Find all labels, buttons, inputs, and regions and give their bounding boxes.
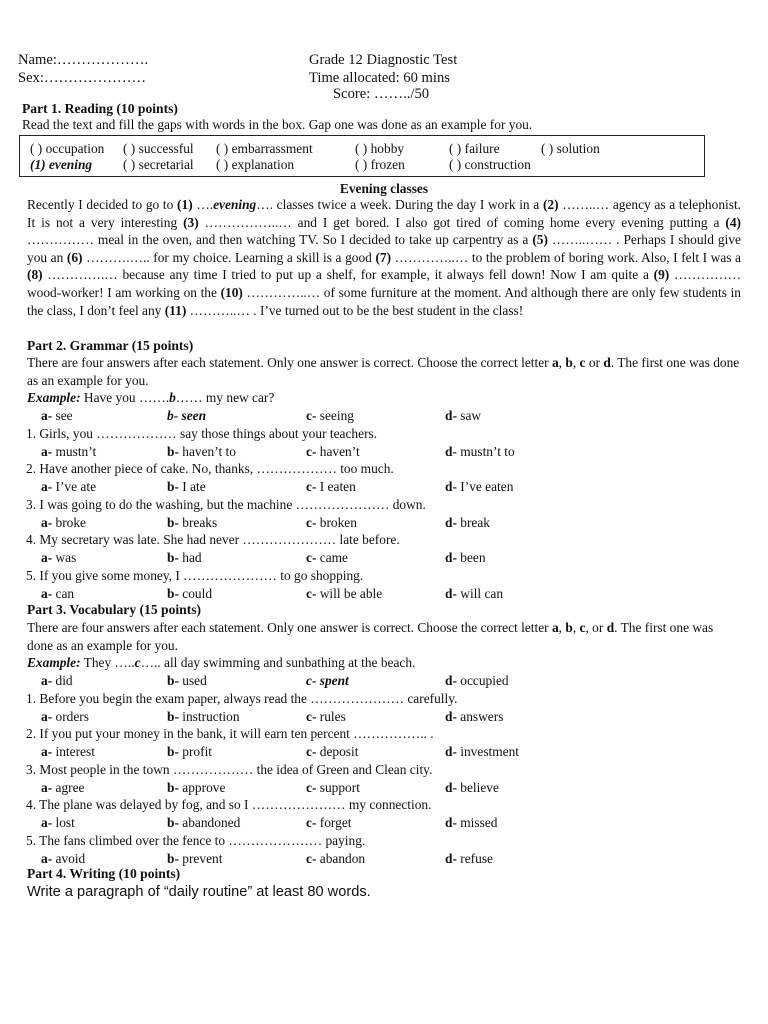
part2-example-option-0-b[interactable]: b- seen xyxy=(167,408,207,423)
word-embarrassment: ( ) embarrassment xyxy=(216,141,313,156)
part3-question-1: 1. Before you begin the exam paper, always read the ………………… carefully. xyxy=(26,691,458,706)
test-title: Grade 12 Diagnostic Test xyxy=(309,52,458,68)
part3-question-4: 4. The plane was delayed by fog, and so I ………………… my connection. xyxy=(26,797,432,813)
passage-title: Evening classes xyxy=(339,181,429,196)
part2-option-3-d[interactable]: d- break xyxy=(445,514,491,530)
part2-question-4: 4. My secretary was late. She had never ………………… late before. xyxy=(26,532,400,548)
part3-option-2-a[interactable]: a- interest xyxy=(41,744,95,760)
part2-option-4-c[interactable]: c- came xyxy=(306,550,348,566)
score-field: Score: ……../50 xyxy=(333,86,430,102)
time-allocated: Time allocated: 60 mins xyxy=(309,70,450,86)
part2-option-5-b[interactable]: b- could xyxy=(167,585,213,601)
part3-example-option-0-c[interactable]: c- spent xyxy=(306,673,349,688)
part3-option-1-b[interactable]: b- instruction xyxy=(167,709,240,724)
word-successful: ( ) successful xyxy=(123,141,194,156)
part3-option-3-a[interactable]: a- agree xyxy=(41,779,85,795)
word-evening-example: (1) evening xyxy=(30,157,93,172)
part3-option-3-c[interactable]: c- support xyxy=(306,779,360,795)
part3-option-4-c[interactable]: c- forget xyxy=(306,815,352,831)
word-explanation: ( ) explanation xyxy=(216,157,295,172)
reading-passage: Recently I decided to go to (1) ….evening…. classes twice a week. During the day I work in a (2) ……..… agency as a telephonist. It is not a very interesting (3) ……………..… and I get bored. I also got tired of coming home every evening putting a (4) …………… meal in the oven, and then watching TV. So I decided to take up carpentry as a (5) ……..…… . Perhaps I should give you an (6) ……….….. for my choice. Learning a skill is a good (7) …………..… to the problem of boring work. Also, I felt I was a (8) ………….… because any time I tried to put up a shelf, for example, it always fell down! Now I am quite a (9) …………… wood-worker! I am working on the (10) …………..… of some furniture at the moment. And although there are only few students in the class, I don’t feel any (11) ………..… . I’ve turned out to be the best student in the class! xyxy=(27,197,742,318)
part2-option-2-a[interactable]: a- I’ve ate xyxy=(41,479,97,495)
part3-question-3: 3. Most people in the town ……………… the idea of Green and Clean city. xyxy=(26,761,433,777)
word-hobby: ( ) hobby xyxy=(355,141,405,156)
part2-option-3-c[interactable]: c- broken xyxy=(306,514,357,530)
word-occupation: ( ) occupation xyxy=(30,141,105,156)
name-field: Name:………………. xyxy=(18,52,149,68)
word-construction: ( ) construction xyxy=(449,157,531,172)
part2-question-2: 2. Have another piece of cake. No, thanks, ……………… too much. xyxy=(26,461,394,477)
part3-option-1-a[interactable]: a- orders xyxy=(41,709,89,724)
part4-title: Part 4. Writing (10 points) xyxy=(27,866,181,881)
part3-example: Example: They …..c….. all day swimming and sunbathing at the beach. xyxy=(27,655,416,670)
part3-example-option-0-b[interactable]: b- used xyxy=(167,673,207,688)
part1-title: Part 1. Reading (10 points) xyxy=(22,101,178,116)
word-failure: ( ) failure xyxy=(449,141,500,156)
part3-option-1-c[interactable]: c- rules xyxy=(306,709,346,724)
part3-option-5-b[interactable]: b- prevent xyxy=(167,850,223,866)
part2-question-1: 1. Girls, you ……………… say those things about your teachers. xyxy=(26,426,378,441)
part2-option-2-d[interactable]: d- I’ve eaten xyxy=(445,479,514,495)
word-box xyxy=(19,135,705,177)
part2-question-5: 5. If you give some money, I ………………… to go shopping. xyxy=(26,567,364,583)
part3-option-4-a[interactable]: a- lost xyxy=(41,815,75,831)
part2-option-1-c[interactable]: c- haven’t xyxy=(306,444,360,459)
part3-option-4-b[interactable]: b- abandoned xyxy=(167,815,241,831)
part3-instruction: There are four answers after each statement. Only one answer is correct. Choose the correct letter a, b, c, or d. The first one was done as an example for you. xyxy=(27,620,714,653)
part2-option-1-d[interactable]: d- mustn’t to xyxy=(445,444,515,459)
gap1-answer: evening xyxy=(213,197,257,212)
part2-option-4-a[interactable]: a- was xyxy=(41,550,77,566)
part1-instruction: Read the text and fill the gaps with words in the box. Gap one was done as an example for you. xyxy=(22,117,533,132)
part3-option-3-d[interactable]: d- believe xyxy=(445,779,499,795)
part2-option-5-a[interactable]: a- can xyxy=(41,585,75,601)
part2-example-option-0-d[interactable]: d- saw xyxy=(445,408,482,423)
part2-question-3: 3. I was going to do the washing, but the machine ………………… down. xyxy=(26,496,426,512)
part2-title: Part 2. Grammar (15 points) xyxy=(27,338,194,353)
part2-option-2-c[interactable]: c- I eaten xyxy=(306,479,356,495)
word-solution: ( ) solution xyxy=(541,141,600,156)
part4-instruction: Write a paragraph of “daily routine” at least 80 words. xyxy=(27,884,371,900)
word-secretarial: ( ) secretarial xyxy=(123,157,194,172)
part3-option-5-d[interactable]: d- refuse xyxy=(445,850,493,866)
part2-example: Example: Have you …….b…… my new car? xyxy=(27,390,275,405)
part2-option-1-a[interactable]: a- mustn’t xyxy=(41,444,97,459)
part2-option-1-b[interactable]: b- haven’t to xyxy=(167,444,236,459)
part2-option-4-b[interactable]: b- had xyxy=(167,550,202,566)
part2-option-3-b[interactable]: b- breaks xyxy=(167,514,218,530)
sex-field: Sex:………………… xyxy=(18,70,147,86)
part3-question-2: 2. If you put your money in the bank, it will earn ten percent …………….. . xyxy=(26,726,434,742)
part3-option-1-d[interactable]: d- answers xyxy=(445,709,504,724)
part2-instruction: There are four answers after each statement. Only one answer is correct. Choose the correct letter a, b, c or d. The first one was done as an example for you. xyxy=(27,355,740,388)
part3-example-option-0-d[interactable]: d- occupied xyxy=(445,673,509,688)
part3-option-5-c[interactable]: c- abandon xyxy=(306,850,366,866)
part3-option-2-c[interactable]: c- deposit xyxy=(306,744,359,760)
part2-example-option-0-a[interactable]: a- see xyxy=(41,408,73,423)
part3-example-option-0-a[interactable]: a- did xyxy=(41,673,73,688)
part3-option-5-a[interactable]: a- avoid xyxy=(41,850,86,866)
word-frozen: ( ) frozen xyxy=(355,157,405,172)
part3-question-5: 5. The fans climbed over the fence to ………………… paying. xyxy=(26,832,366,848)
part2-option-5-c[interactable]: c- will be able xyxy=(306,585,383,601)
part2-option-3-a[interactable]: a- broke xyxy=(41,514,86,530)
part2-option-4-d[interactable]: d- been xyxy=(445,550,486,566)
part3-option-2-b[interactable]: b- profit xyxy=(167,744,213,760)
part3-option-3-b[interactable]: b- approve xyxy=(167,779,226,795)
part2-option-2-b[interactable]: b- I ate xyxy=(167,479,206,495)
part2-example-option-0-c[interactable]: c- seeing xyxy=(306,408,354,423)
part2-option-5-d[interactable]: d- will can xyxy=(445,585,504,601)
part3-option-4-d[interactable]: d- missed xyxy=(445,815,498,831)
part3-option-2-d[interactable]: d- investment xyxy=(445,744,520,760)
part3-title: Part 3. Vocabulary (15 points) xyxy=(27,602,202,617)
